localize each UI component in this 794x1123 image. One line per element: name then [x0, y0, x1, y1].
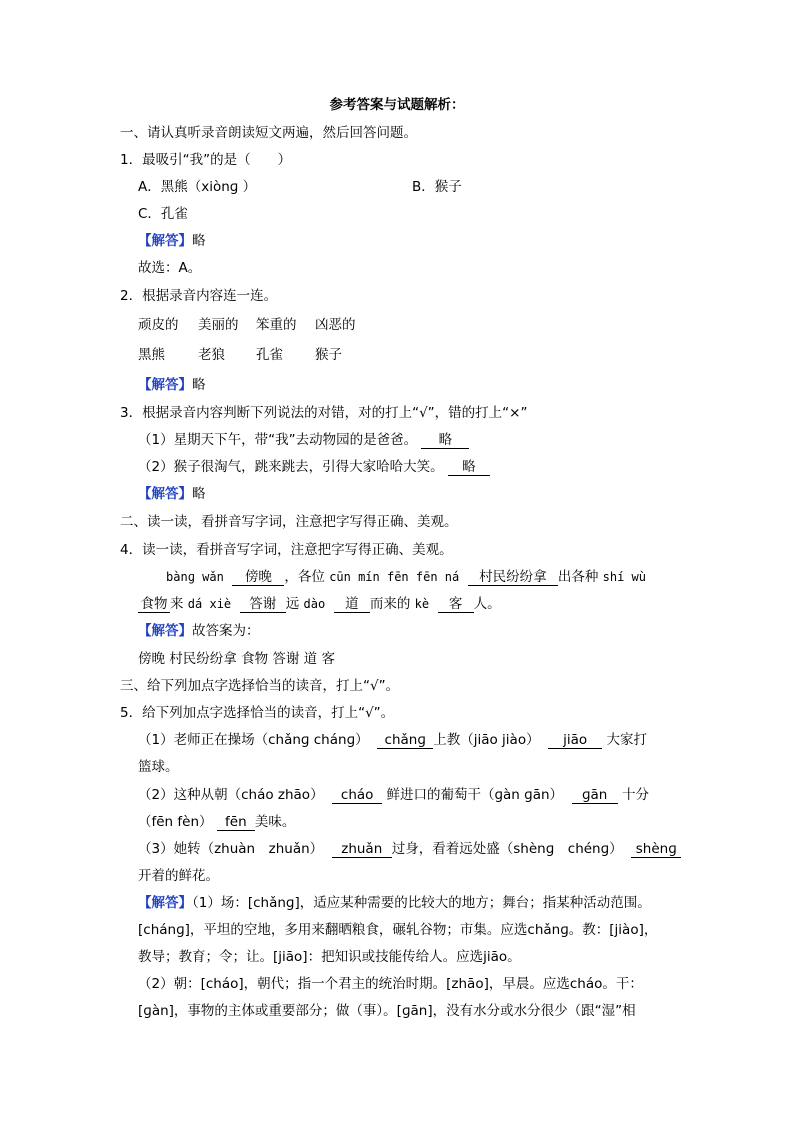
answer-blank: 村民纷纷拿	[468, 569, 558, 586]
question-5-stem: 5．给下列加点字选择恰当的读音，打上“√”。	[120, 705, 395, 721]
answer-blank: 傍晚	[232, 569, 284, 586]
section-2-header: 二、读一读，看拼音写字词，注意把字写得正确、美观。	[120, 514, 458, 530]
answer-blank: 略	[448, 459, 490, 476]
question-2-stem: 2．根据录音内容连一连。	[120, 288, 278, 304]
animal-3: 孔雀	[256, 347, 283, 363]
animal-4: 猴子	[315, 347, 342, 363]
answer-blank: 食物	[138, 596, 170, 613]
answer-1	[138, 232, 206, 250]
adjective-2: 美丽的	[198, 317, 239, 333]
answer-blank: cháo	[332, 787, 382, 804]
answer-tag: 【解答】	[138, 486, 192, 502]
question-3-stem: 3．根据录音内容判断下列说法的对错，对的打上“√”，错的打上“×”	[120, 405, 528, 421]
question-5-item-1: （1）老师正在操场（chǎnɡ chánɡ） chǎnɡ 上教（jiāo jiào） jiāo 大家打	[138, 732, 647, 748]
question-1-option-a: A．黑熊（xiònɡ ）	[138, 179, 257, 195]
answer-tag: 【解答】	[138, 895, 192, 911]
question-1-stem: 1．最吸引“我”的是（ ）	[120, 152, 292, 168]
answer-3-text: 略	[192, 486, 206, 502]
section-1-header: 一、请认真听录音朗读短文两遍，然后回答问题。	[120, 125, 417, 141]
question-1-option-b: B．猴子	[412, 179, 462, 195]
answer-5-line-2: [chánɡ]，平坦的空地，多用来翻晒粮食，碾轧谷物；市集。应选chǎnɡ。教：[jiào]，	[138, 922, 658, 938]
answer-blank: jiāo	[548, 732, 602, 749]
answer-1-text: 略	[192, 233, 206, 249]
question-5-item-3-cont: 开着的鲜花。	[138, 868, 219, 884]
answer-5-line-1: 【解答】（1）场：[chǎnɡ]，适应某种需要的比较大的地方；舞台；指某种活动范围。	[138, 895, 651, 911]
question-1-option-c: C．孔雀	[138, 206, 188, 222]
answer-2-text: 略	[192, 377, 206, 393]
answer-5-line-3: 教导；教育；令；让。[jiāo]：把知识或技能传给人。应选jiāo。	[138, 949, 521, 965]
question-5-item-3: （3）她转（zhuàn zhuǎn） zhuǎn 过身，看着远处盛（shènɡ chénɡ） shènɡ	[138, 840, 681, 858]
adjective-4: 凶恶的	[315, 317, 356, 333]
question-4-line-1: bànɡ wǎn 傍晚 ，各位 cūn mín fēn fēn ná 村民纷纷拿 出各种 shí wù	[166, 569, 646, 585]
section-3-header: 三、给下列加点字选择恰当的读音，打上“√”。	[120, 678, 400, 694]
answer-1-choice: 故选：A。	[138, 260, 202, 276]
question-3-item-2: （2）猴子很淘气，跳来跳去，引得大家哈哈大笑。 略	[138, 458, 490, 476]
answer-3	[138, 485, 206, 503]
answer-blank: zhuǎn	[332, 841, 392, 858]
answer-blank: 道	[334, 596, 370, 613]
answer-4-text: 傍晚 村民纷纷拿 食物 答谢 道 客	[138, 651, 335, 667]
adjective-1: 顽皮的	[138, 317, 179, 333]
question-5-item-2: （2）这种从朝（cháo zhāo） cháo 鲜进口的葡萄干（ɡàn ɡān） ɡān 十分	[138, 787, 649, 803]
answer-blank: chǎnɡ	[377, 732, 433, 749]
answer-tag: 【解答】	[138, 623, 192, 639]
question-3-item-1: （1）星期天下午，带“我”去动物园的是爸爸。 略	[138, 431, 469, 449]
answer-tag: 【解答】	[138, 377, 192, 393]
answer-2	[138, 376, 206, 394]
answer-blank: shènɡ	[631, 841, 681, 858]
question-5-item-1-cont: 篮球。	[138, 759, 179, 775]
answer-4-label: 故答案为：	[192, 623, 260, 639]
answer-blank: 客	[438, 596, 474, 613]
answer-4	[138, 622, 260, 640]
answer-blank: 略	[421, 432, 469, 449]
answer-blank: ɡān	[572, 787, 618, 804]
answer-tag: 【解答】	[138, 233, 192, 249]
question-4-line-2: 食物 来 dá xiè 答谢 远 dào 道 而来的 kè 客 人。	[138, 595, 501, 613]
answer-5-line-5: [ɡàn]，事物的主体或重要部分；做（事）。[ɡān]，没有水分或水分很少（跟“湿”相	[138, 1003, 636, 1019]
answer-5-line-4: （2）朝：[cháo]，朝代；指一个君主的统治时期。[zhāo]，早晨。应选cháo。干：	[138, 976, 643, 992]
answer-blank: 答谢	[240, 596, 286, 613]
question-4-stem: 4．读一读，看拼音写字词，注意把字写得正确、美观。	[120, 542, 453, 558]
question-5-item-2-cont: （fēn fèn） fēn 美味。	[138, 814, 296, 830]
adjective-3: 笨重的	[256, 317, 297, 333]
animal-2: 老狼	[198, 347, 225, 363]
page-title: 参考答案与试题解析：	[329, 97, 465, 113]
answer-blank: fēn	[217, 814, 255, 831]
animal-1: 黑熊	[138, 347, 165, 363]
